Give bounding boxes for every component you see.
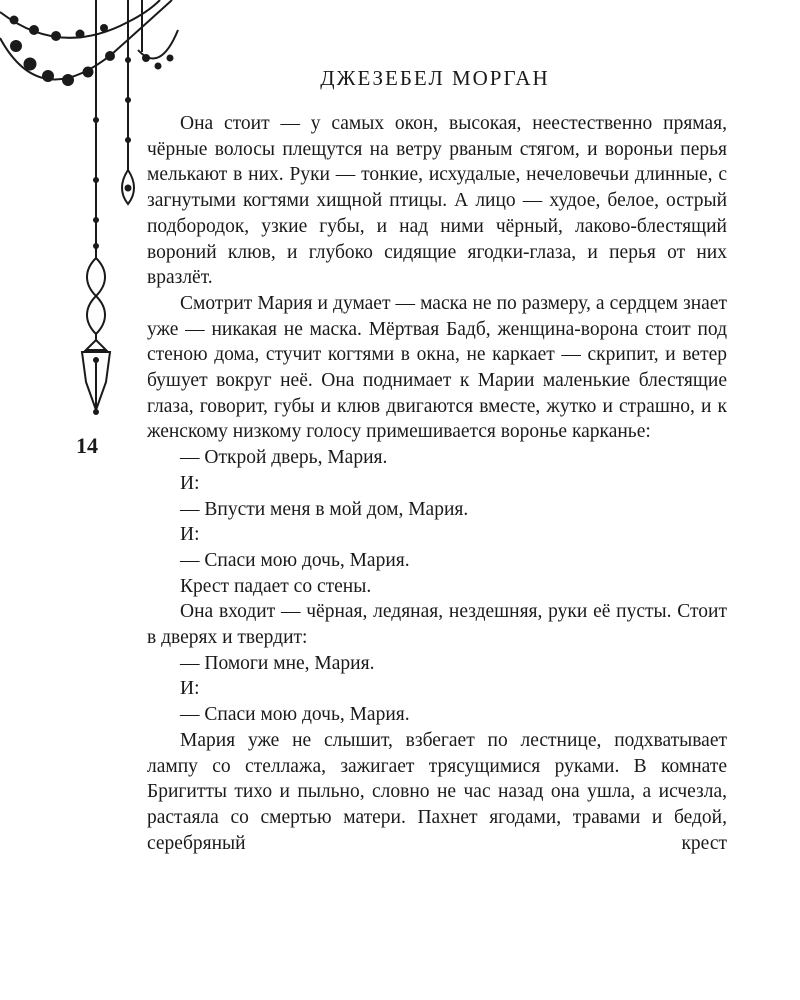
bead	[105, 51, 115, 61]
bead	[93, 177, 99, 183]
paragraph: — Помоги мне, Мария.	[180, 652, 375, 674]
paragraph: — Спаси мою дочь, Мария.	[180, 704, 410, 726]
bead	[125, 57, 131, 63]
pendant-cap	[86, 340, 106, 350]
page-number: 14	[76, 433, 98, 458]
bead	[125, 185, 132, 192]
paragraph: И:	[180, 524, 200, 546]
bead	[167, 55, 174, 62]
bead	[93, 409, 99, 415]
bead	[29, 25, 39, 35]
body-text	[147, 111, 727, 856]
bead	[93, 357, 99, 363]
paragraph: И:	[180, 678, 200, 700]
chain-swag-small	[138, 30, 178, 58]
infinity-loop-upper	[87, 258, 105, 296]
bead	[51, 31, 61, 41]
paragraph: — Впусти меня в мой дом, Мария.	[180, 498, 469, 520]
paragraph: Мария уже не слышит, взбегает по лестнице, подхватывает лампу со стеллажа, зажигает трясущимися руками. В комнате Бригитты тихо и пыльно, словно не час назад она ушла, а исчезла, растаяла со смертью матери. Пахнет ягодами, травами и бедой, серебряный крест	[147, 729, 727, 854]
bead	[142, 54, 150, 62]
bead	[93, 217, 99, 223]
infinity-loop-lower	[87, 296, 105, 334]
bead	[76, 30, 85, 39]
bead	[93, 117, 99, 123]
bead	[10, 16, 19, 25]
paragraph: — Открой дверь, Мария.	[180, 447, 388, 469]
bead	[125, 97, 131, 103]
bead	[10, 40, 22, 52]
paragraph: И:	[180, 472, 200, 494]
paragraph: Крест падает со стены.	[180, 575, 372, 597]
paragraph: Она стоит — у самых окон, высокая, неестественно прямая, чёрные волосы плещутся на ветру рваным стягом, и вороньи перья мелькают в них. Руки — тонкие, исхудалые, нечеловечьи длинные, с загнутыми когтями хищной птицы. А лицо — худое, белое, острый подбородок, узкие губы, и над ними чёрный, лаково-блестящий вороний клюв, и глубоко сидящие ягодки-глаза, и перья от них вразлёт.	[147, 113, 727, 289]
bead	[93, 243, 99, 249]
paragraph: — Спаси мою дочь, Мария.	[180, 549, 410, 571]
bead	[100, 24, 108, 32]
paragraph: Смотрит Мария и думает — маска не по размеру, а сердцем знает уже — никакая не маска. Мёртвая Бадб, женщина-ворона стоит под стеною дома, стучит когтями в окна, не каркает — скрипит, и ветер бушует вокруг неё. Она поднимает к Марии маленькие блестящие глаза, говорит, губы и клюв двигаются вместе, жутко и страшно, и к женскому низкому голосу примешивается воронье карканье:	[147, 292, 727, 443]
running-header: ДЖЕЗЕБЕЛ МОРГАН	[320, 66, 550, 90]
bead	[125, 137, 131, 143]
paragraph: Она входит — чёрная, ледяная, нездешняя, руки её пусты. Стоит в дверях и твердит:	[147, 601, 727, 649]
